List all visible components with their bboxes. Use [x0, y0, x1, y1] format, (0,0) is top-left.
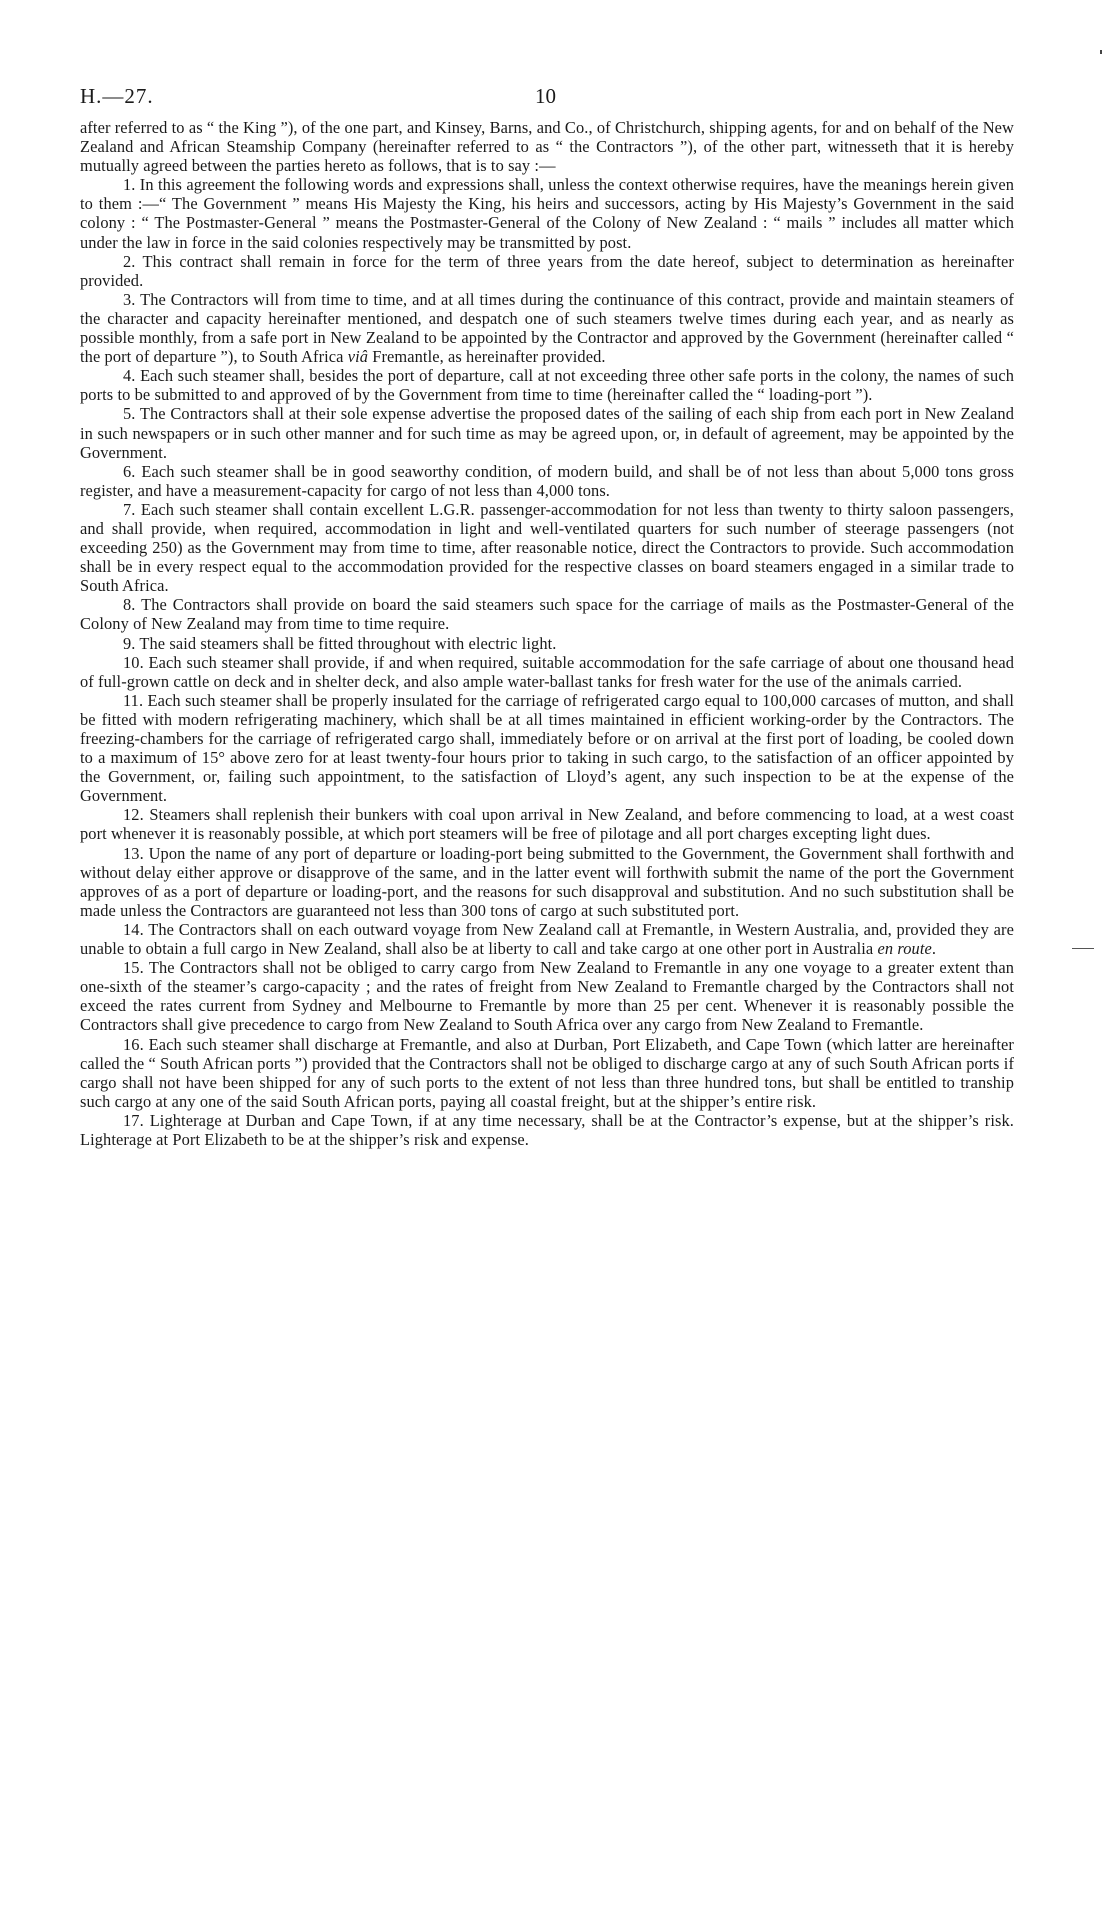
- clause-6: 6. Each such steamer shall be in good seaworthy condition, of modern build, and shall be of not less than about 5,000 tons gross register, and have a measurement-capacity for cargo of not less than 4,000 tons.: [80, 461, 1014, 500]
- clause-3-italic: viâ: [347, 347, 369, 367]
- page-header: [80, 84, 1014, 118]
- page-number: 10: [535, 84, 556, 108]
- clause-15: 15. The Contractors shall not be obliged to carry cargo from New Zealand to Fremantle in any one voyage to a greater extent than one-sixth of the steamer’s cargo-capacity ; and the rates of freight from New Zealand to Fremantle charged by the Contractors shall not exceed the rates current from Sydney and Melbourne to Fremantle by more than 25 per cent. Whenever it is reasonably possible the Contractors shall give precedence to cargo from New Zealand to South Africa over any cargo from New Zealand to Fremantle.: [80, 958, 1014, 1035]
- clause-12: 12. Steamers shall replenish their bunkers with coal upon arrival in New Zealand, and before commencing to load, at a west coast port whenever it is reasonably possible, at which port steamers will be free of pilotage and all port charges excepting light dues.: [80, 805, 1014, 844]
- clause-2: 2. This contract shall remain in force for the term of three years from the date hereof, subject to determination as hereinafter provided.: [80, 251, 1014, 290]
- document-reference: H.—27.: [80, 84, 154, 108]
- clause-5: 5. The Contractors shall at their sole expense advertise the proposed dates of the sailing of each ship from each port in New Zealand in such newspapers or in such other manner and for such time as may be agreed upon, or, in default of agreement, may be appointed by the Government.: [80, 404, 1014, 462]
- clause-13: 13. Upon the name of any port of departure or loading-port being submitted to the Government, the Government shall forthwith and without delay either approve or disapprove of the same, and in the latter event will forthwith submit the name of the port the Government approves of as a port of departure or loading-port, and the reasons for such disapproval and substitution. And no such substitution shall be made unless the Contractors are guaranteed not less than 300 tons of cargo at such substituted port.: [80, 843, 1014, 920]
- clause-17: 17. Lighterage at Durban and Cape Town, if at any time necessary, shall be at the Contractor’s expense, but at the shipper’s risk. Lighterage at Port Elizabeth to be at the shipper’s risk and expense.: [80, 1110, 1014, 1149]
- margin-dash: [1072, 948, 1094, 949]
- clause-7: 7. Each such steamer shall contain excellent L.G.R. passenger-accommodation for not less than twenty to thirty saloon passengers, and shall provide, when required, accommodation in light and well-ventilated quarters for such number of steerage passengers (not exceeding 250) as the Government may from time to time, after reasonable notice, direct the Contractors to provide. Such accommodation shall be in every respect equal to the accommodation provided for the respective classes on board steamers engaged in a similar trade to South Africa.: [80, 499, 1014, 596]
- agreement-body: [80, 118, 1014, 1149]
- clause-3-text-after: Fremantle, as hereinafter provided.: [368, 347, 606, 367]
- clause-14-text: 14. The Contractors shall on each outward voyage from New Zealand call at Fremantle, in Western Australia, and, provided they are unable to obtain a full cargo in New Zealand, shall also be at liberty to call and take cargo at one other port in Australia: [80, 919, 1014, 959]
- opening-paragraph: after referred to as “ the King ”), of the one part, and Kinsey, Barns, and Co., of Christchurch, shipping agents, for and on behalf of the New Zealand and African Steamship Company (hereinafter referred to as “ the Contractors ”), of the other part, witnesseth that it is hereby mutually agreed between the parties hereto as follows, that is to say :—: [80, 118, 1014, 176]
- clause-10: 10. Each such steamer shall provide, if and when required, suitable accommodation for the safe carriage of about one thousand head of full-grown cattle on deck and in shelter deck, and also ample water-ballast tanks for fresh water for the use of the animals carried.: [80, 652, 1014, 691]
- clause-4: 4. Each such steamer shall, besides the port of departure, call at not exceeding three other safe ports in the colony, the names of such ports to be submitted to and approved of by the Government from time to time (hereinafter called the “ loading-port ”).: [80, 366, 1014, 405]
- document-page: [80, 84, 1014, 1149]
- clause-14-italic: en route: [877, 939, 932, 959]
- margin-speck: [1100, 50, 1102, 54]
- clause-14-text-after: .: [931, 939, 937, 959]
- clause-8: 8. The Contractors shall provide on board the said steamers such space for the carriage of mails as the Postmaster-General of the Colony of New Zealand may from time to time require.: [80, 595, 1014, 634]
- clause-3: [80, 290, 1014, 366]
- clause-16: 16. Each such steamer shall discharge at Fremantle, and also at Durban, Port Elizabeth, and Cape Town (which latter are hereinafter called the “ South African ports ”) provided that the Contractors shall not be obliged to discharge cargo at any of such South African ports if cargo shall not have been shipped for any of such ports to the extent of not less than three hundred tons, but shall be entitled to tranship such cargo at any one of the said South African ports, paying all coastal freight, but at the shipper’s entire risk.: [80, 1034, 1014, 1111]
- clause-3-text: 3. The Contractors will from time to time, and at all times during the continuance of this contract, provide and maintain steamers of the character and capacity hereinafter mentioned, and despatch one of such steamers twelve times during each year, and as nearly as possible monthly, from a safe port in New Zealand to be appointed by the Contractor and approved by the Government (hereinafter called “ the port of departure ”), to South Africa: [80, 289, 1014, 367]
- clause-14: [80, 920, 1014, 958]
- clause-1: 1. In this agreement the following words and expressions shall, unless the context otherwise requires, have the meanings herein given to them :—“ The Government ” means His Majesty the King, his heirs and successors, acting by His Majesty’s Government in the said colony : “ The Postmaster-General ” means the Postmaster-General of the Colony of New Zealand : “ mails ” includes all matter which under the law in force in the said colonies respectively may be transmitted by post.: [80, 175, 1014, 252]
- clause-9: 9. The said steamers shall be fitted throughout with electric light.: [123, 633, 557, 653]
- clause-11: 11. Each such steamer shall be properly insulated for the carriage of refrigerated cargo equal to 100,000 carcases of mutton, and shall be fitted with modern refrigerating machinery, which shall be at all times maintained in efficient working-order by the Contractors. The freezing-chambers for the carriage of refrigerated cargo shall, immediately before or on arrival at the first port of loading, be cooled down to a maximum of 15° above zero for at least twenty-four hours prior to taking in such cargo, to the satisfaction of an officer appointed by the Government, or, failing such appointment, to the satisfaction of Lloyd’s agent, any such inspection to be at the expense of the Government.: [80, 690, 1014, 806]
